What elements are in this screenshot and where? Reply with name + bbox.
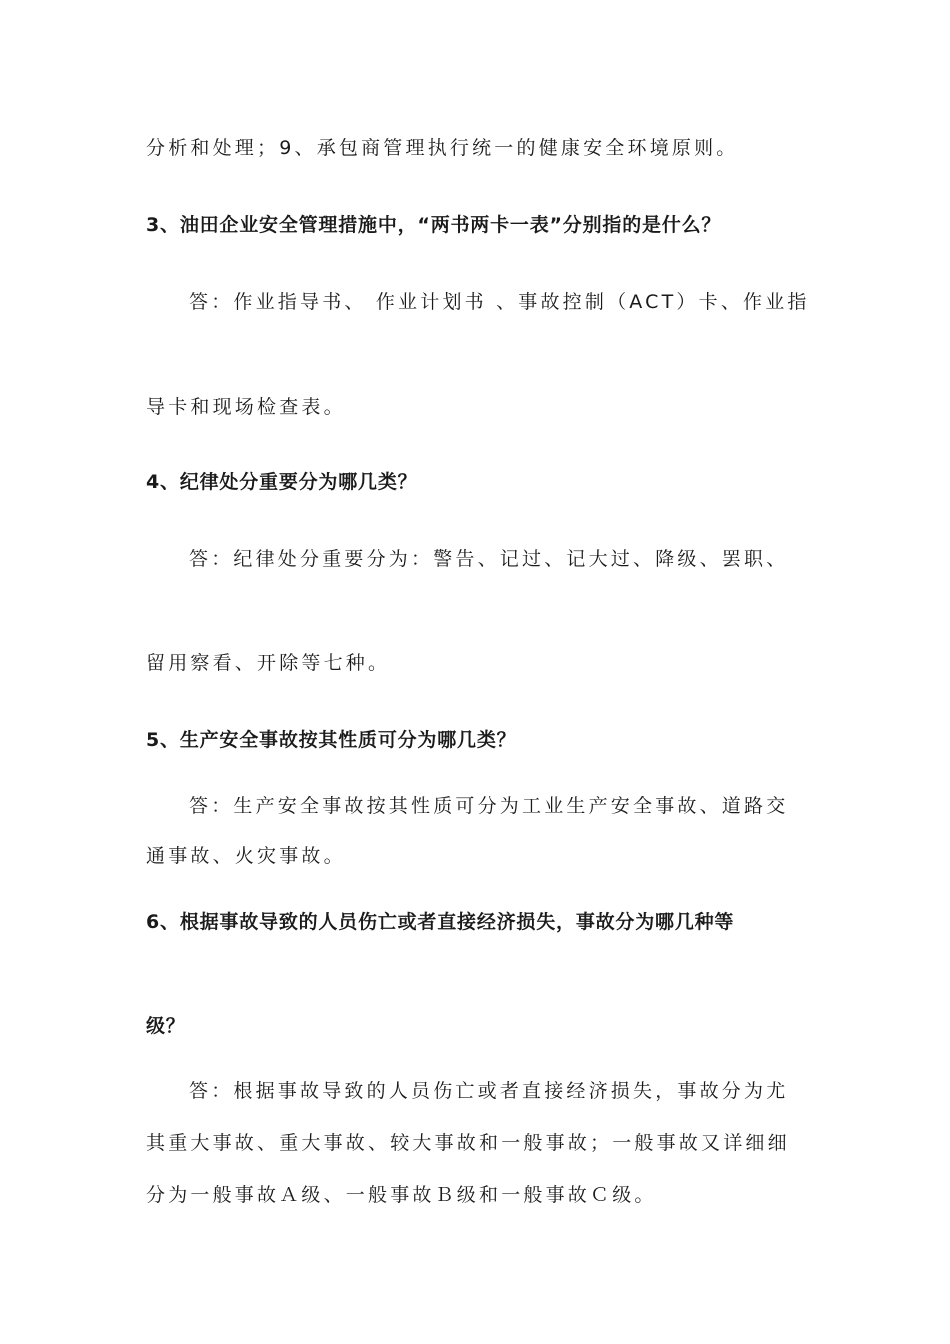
answer-4-line-1: 答：纪律处分重要分为：警告、记过、记大过、降级、罢职、 xyxy=(189,548,789,570)
question-6-heading-line-1: 6、根据事故导致的人员伤亡或者直接经济损失，事故分为哪几种等 xyxy=(146,911,735,933)
answer-6-line-3: 分为一般事故Ａ级、一般事故Ｂ级和一般事故Ｃ级。 xyxy=(146,1184,657,1206)
answer-3-line-2: 导卡和现场检查表。 xyxy=(146,396,346,418)
answer-4-line-2: 留用察看、开除等七种。 xyxy=(146,652,391,674)
question-3-heading: 3、油田企业安全管理措施中，“两书两卡一表”分别指的是什么？ xyxy=(146,214,722,236)
answer-6-line-2: 其重大事故、重大事故、较大事故和一般事故；一般事故又详细细 xyxy=(146,1132,790,1154)
answer-5-line-2: 通事故、火灾事故。 xyxy=(146,845,346,867)
question-5-heading: 5、生产安全事故按其性质可分为哪几类？ xyxy=(146,729,517,751)
question-6-heading-line-2: 级？ xyxy=(146,1015,186,1037)
answer-5-line-1: 答：生产安全事故按其性质可分为工业生产安全事故、道路交 xyxy=(189,795,789,817)
answer-6-line-1: 答：根据事故导致的人员伤亡或者直接经济损失，事故分为尤 xyxy=(189,1080,789,1102)
answer-3-line-1: 答：作业指导书、 作业计划书 、事故控制（ACT）卡、作业指 xyxy=(189,291,810,313)
text-line-continuation: 分析和处理；9、承包商管理执行统一的健康安全环境原则。 xyxy=(146,137,739,159)
question-4-heading: 4、纪律处分重要分为哪几类？ xyxy=(146,471,418,493)
